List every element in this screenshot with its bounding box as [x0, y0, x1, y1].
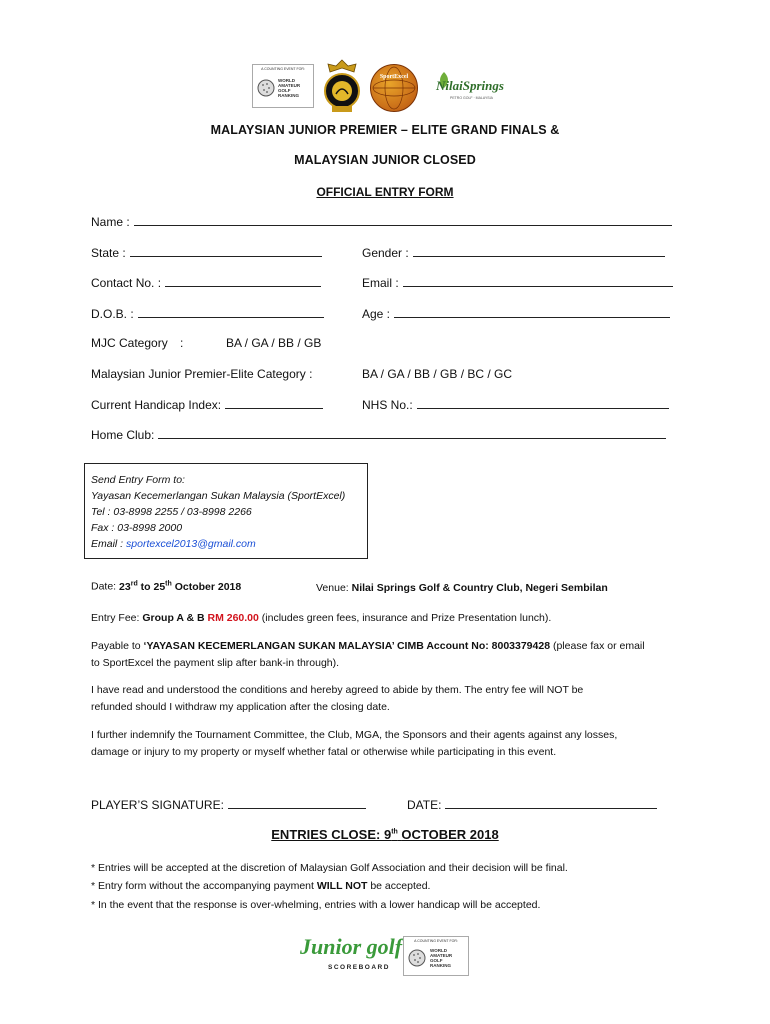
wagr-line: RANKING — [278, 93, 299, 98]
bullet-discretion: * Entries will be accepted at the discretion of Malaysian Golf Association and their decision will be final. — [91, 862, 568, 874]
gender-field[interactable] — [362, 245, 665, 260]
home-club-label: Home Club: — [91, 428, 155, 442]
entries-close-prefix: ENTRIES CLOSE: 9 — [271, 827, 392, 842]
indemnity-line-1: I further indemnify the Tournament Committee, the Club, MGA, the Sponsors and their agents against any losses, — [91, 729, 618, 741]
gender-label: Gender : — [362, 246, 409, 260]
handicap-label: Current Handicap Index: — [91, 398, 222, 412]
indemnity-line-2: damage or injury to my property or myself whether fatal or otherwise while participating in this event. — [91, 745, 557, 758]
junior-golf-text: Junior golf — [300, 934, 403, 959]
date-label: Date: — [91, 580, 117, 593]
fee-label: Entry Fee: — [91, 612, 140, 624]
state-field[interactable] — [91, 245, 322, 260]
footer-golf-ball-icon — [408, 949, 426, 967]
payable-rest-2: to SportExcel the payment slip after bank-in through). — [91, 656, 340, 669]
title-line-2: MALAYSIAN JUNIOR CLOSED — [294, 153, 476, 167]
nilai-springs-logo — [432, 68, 522, 108]
wagr-line: AMATEUR — [278, 83, 301, 88]
signature-line[interactable] — [228, 797, 366, 809]
email-label: Email : — [362, 276, 399, 290]
signature-field[interactable] — [91, 797, 366, 812]
dob-label: D.O.B. : — [91, 307, 134, 321]
sportexcel-text: SportExcel — [379, 74, 409, 80]
send-entry-box — [84, 463, 368, 559]
handicap-line[interactable] — [225, 397, 323, 409]
payable-label: Payable to — [91, 640, 141, 652]
signature-date-field[interactable] — [407, 797, 657, 812]
junior-golf-scoreboard-logo — [300, 934, 403, 978]
age-line[interactable] — [394, 306, 670, 318]
send-line-4: Fax : 03-8998 2000 — [91, 522, 183, 534]
home-club-field[interactable] — [91, 427, 666, 442]
bullet-payment: * Entry form without the accompanying payment WILL NOT be accepted. — [91, 880, 431, 892]
send-line-2: Yayasan Kecemerlangan Sukan Malaysia (SportExcel) — [91, 490, 346, 502]
premier-category-label: Malaysian Junior Premier-Elite Category : — [91, 367, 313, 381]
dob-field[interactable] — [91, 306, 324, 321]
form-title: OFFICIAL ENTRY FORM — [316, 185, 454, 199]
wagr-line: WORLD — [278, 78, 295, 83]
entries-close-suffix: OCTOBER 2018 — [401, 827, 499, 842]
mjc-category-options[interactable]: BA / GA / BB / GB — [226, 336, 322, 350]
event-date — [91, 580, 241, 593]
mga-crest-logo — [322, 58, 362, 114]
indemnity-paragraph — [91, 727, 681, 760]
event-venue — [316, 582, 608, 594]
signature-label: PLAYER’S SIGNATURE: — [91, 798, 224, 812]
wagr-logo — [252, 64, 314, 108]
state-line[interactable] — [130, 245, 322, 257]
payable-payee: ‘YAYASAN KECEMERLANGAN SUKAN MALAYSIA’ CIMB Account No: 8003379428 — [143, 640, 551, 652]
mjc-category-label: MJC Category — [91, 336, 168, 350]
footer-wagr-line: AMATEUR — [430, 953, 453, 958]
gender-line[interactable] — [413, 245, 665, 257]
contact-label: Contact No. : — [91, 276, 162, 290]
agreement-line-1: I have read and understood the conditions and hereby agreed to abide by them. The entry fee will NOT be — [91, 684, 584, 696]
bullet-handicap: * In the event that the response is over-whelming, entries with a lower handicap will be accepted. — [91, 899, 541, 911]
fee-groups: Group A & B — [142, 612, 205, 624]
payable-to — [91, 638, 681, 671]
send-line-3: Tel : 03-8998 2255 / 03-8998 2266 — [91, 506, 252, 518]
contact-line[interactable] — [165, 275, 321, 287]
title-line-1: MALAYSIAN JUNIOR PREMIER – ELITE GRAND FINALS & — [210, 123, 560, 137]
footer-wagr-line: RANKING — [430, 963, 451, 968]
header-logos — [252, 58, 522, 114]
entry-fee — [91, 610, 681, 627]
footer-wagr-caption: A COUNTING EVENT FOR: — [414, 939, 458, 943]
agreement-line-2: refunded should I withdraw my application after the closing date. — [91, 700, 390, 713]
fee-note: (includes green fees, insurance and Prize Presentation lunch). — [261, 612, 552, 624]
handicap-field[interactable] — [91, 397, 323, 412]
venue-label: Venue: — [316, 582, 349, 594]
premier-category-options[interactable]: BA / GA / BB / GB / BC / GC — [362, 367, 513, 381]
scoreboard-text: SCOREBOARD — [328, 964, 390, 971]
footer-wagr-logo — [403, 936, 469, 976]
send-email-label: Email : — [91, 538, 127, 550]
age-field[interactable] — [362, 306, 670, 321]
venue-value: Nilai Springs Golf & Country Club, Negeri Sembilan — [351, 582, 608, 594]
send-email-row — [91, 536, 361, 552]
signature-date-label: DATE: — [407, 798, 442, 812]
mjc-category-colon: : — [180, 336, 184, 350]
agreement-paragraph — [91, 682, 681, 715]
nilai-springs-text: NilaiSprings — [436, 78, 504, 93]
sportexcel-logo — [370, 64, 418, 112]
nhs-label: NHS No.: — [362, 398, 413, 412]
nhs-line[interactable] — [417, 397, 669, 409]
name-field[interactable] — [91, 214, 672, 229]
home-club-line[interactable] — [158, 427, 666, 439]
contact-field[interactable] — [91, 275, 321, 290]
footer-wagr-line: WORLD — [430, 948, 447, 953]
payable-rest-1: (please fax or email — [552, 640, 645, 652]
wagr-line: GOLF — [278, 88, 291, 93]
name-line[interactable] — [134, 214, 672, 226]
date-start: 23rd to 25th October 2018 — [119, 580, 242, 593]
fee-amount: RM 260.00 — [207, 612, 259, 624]
golf-ball-icon — [257, 79, 275, 97]
email-line[interactable] — [403, 275, 673, 287]
state-label: State : — [91, 246, 126, 260]
send-email-link[interactable]: sportexcel2013@gmail.com — [126, 538, 256, 550]
signature-date-line[interactable] — [445, 797, 657, 809]
wagr-caption: A COUNTING EVENT FOR: — [261, 67, 305, 71]
entries-close — [0, 827, 770, 842]
dob-line[interactable] — [138, 306, 324, 318]
entries-close-sup: th — [391, 828, 398, 836]
email-field[interactable] — [362, 275, 673, 290]
age-label: Age : — [362, 307, 391, 321]
send-line-1: Send Entry Form to: — [91, 474, 185, 486]
nhs-field[interactable] — [362, 397, 669, 412]
footer-wagr-line: GOLF — [430, 958, 443, 963]
name-label: Name : — [91, 215, 130, 229]
nilai-springs-sub: PETRO GOLF · MALAYSIA — [450, 96, 493, 100]
